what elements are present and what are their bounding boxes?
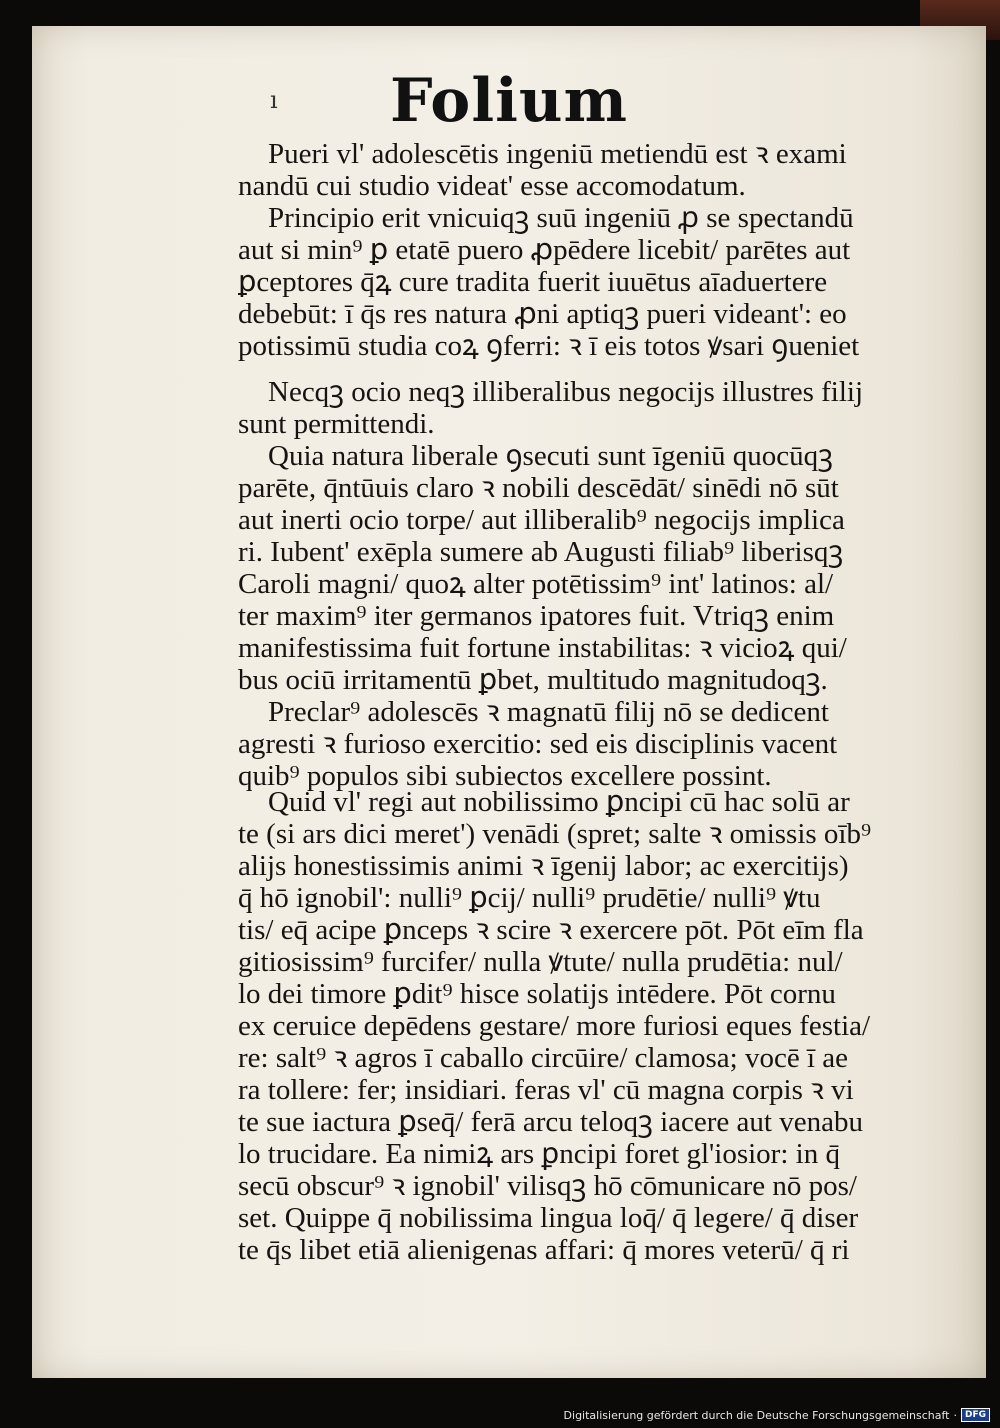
text-line: Preclar⁹ adolescēs ꝛ magnatū filij nō se dedicent (268, 696, 829, 728)
text-line: quib⁹ populos sibi subiectos excellere possint. (238, 760, 772, 792)
text-line: parēte, q̄ntūuis claro ꝛ nobili descēdāt/ sinēdi nō sūt (238, 472, 839, 504)
text-line: Caroli magni/ quoꝝ alter potētissim⁹ int' latinos: al/ (238, 568, 834, 600)
dfg-logo: DFG (961, 1408, 990, 1422)
text-line: gitiosissim⁹ furcifer/ nulla ꝟtute/ nulla prudētia: nul/ (238, 946, 843, 978)
paragraph-block (238, 376, 950, 792)
footer-credit: Digitalisierung gefördert durch die Deutsche Forschungsgemeinschaft (563, 1408, 950, 1422)
text-line: lo dei timore ꝑdit⁹ hisce solatijs intēdere. Pōt cornu (238, 978, 836, 1010)
text-line: Quid vl' regi aut nobilissimo ꝑncipi cū hac solū ar (268, 786, 850, 818)
text-line: lo trucidare. Ea nimiꝝ ars ꝑncipi foret gl'iosior: in q̄ (238, 1138, 840, 1170)
text-line: aut inerti ocio torpe/ aut illiberalib⁹ negocijs implica (238, 504, 845, 536)
text-line: Pueri vl' adolescētis ingeniū metiendū est ꝛ exami (268, 138, 847, 170)
text-line: bus ociū irritamentū ꝑbet, multitudo magnitudoqꝫ. (238, 664, 828, 696)
text-line: nandū cui studio videat' esse accomodatum. (238, 170, 746, 202)
text-line: te (si ars dici meret') venādi (spret; salte ꝛ omissis oīb⁹ (238, 818, 872, 850)
text-line: debebūt: ī q̄s res natura ꝓni aptiqꝫ pueri videant': eo (238, 298, 847, 330)
text-line: manifestissima fuit fortune instabilitas: ꝛ vicioꝝ qui/ (238, 632, 847, 664)
text-line: ri. Iubent' exēpla sumere ab Augusti filiab⁹ liberisqꝫ (238, 536, 844, 568)
text-line: ex ceruice depēdens gestare/ more furiosi eques festia/ (238, 1010, 871, 1042)
text-line: Quia natura liberale ꝯsecuti sunt īgeniū quocūqꝫ (268, 440, 833, 472)
text-line: set. Quippe q̄ nobilissima lingua loq̄/ q̄ legere/ q̄ diser (238, 1202, 859, 1234)
text-line: agresti ꝛ furioso exercitio: sed eis disciplinis vacent (238, 728, 838, 760)
text-line: aut si min⁹ ꝑ etatē puero ꝓpēdere licebit/ parētes aut (238, 234, 851, 266)
page-title: Folium (389, 66, 629, 136)
paragraph-block (238, 786, 950, 1266)
text-line: ter maxim⁹ iter germanos ipatores fuit. Vtriqꝫ enim (238, 600, 835, 632)
text-line: alijs honestissimis animi ꝛ īgenij labor; ac exercitijs) (238, 850, 849, 882)
text-line: ra tollere: fer; insidiari. feras vl' cū magna corpis ꝛ vi (238, 1074, 854, 1106)
text-line: q̄ hō ignobil': nulli⁹ ꝑcij/ nulli⁹ prudētie/ nulli⁹ ꝟtu (238, 882, 821, 914)
paragraph-block (238, 138, 950, 362)
text-line: te sue iactura ꝑseq̄/ ferā arcu teloqꝫ iacere aut venabu (238, 1106, 863, 1138)
leaf-mark: ı (270, 86, 278, 114)
text-line: secū obscur⁹ ꝛ ignobil' vilisqꝫ hō cōmunicare nō pos/ (238, 1170, 857, 1202)
footer: Digitalisierung gefördert durch die Deutsche Forschungsgemeinschaft · DFG (564, 1408, 990, 1422)
text-line: sunt permittendi. (238, 408, 435, 440)
text-line: te q̄s libet etiā alienigenas affari: q̄ mores veterū/ q̄ ri (238, 1234, 850, 1266)
text-line: re: salt⁹ ꝛ agros ī caballo circūire/ clamosa; vocē ī ae (238, 1042, 849, 1074)
text-line: tis/ eq̄ acipe ꝑnceps ꝛ scire ꝛ exercere pōt. Pōt eīm fla (238, 914, 864, 946)
text-line: Principio erit vnicuiqꝫ suū ingeniū ꝓ se spectandū (268, 202, 854, 234)
text-line: ꝑceptores q̄ꝝ cure tradita fuerit iuuētus aīaduertere (238, 266, 828, 298)
text-line: potissimū studia coꝝ ꝯferri: ꝛ ī eis totos ꝟsari ꝯueniet (238, 330, 860, 362)
text-line: Necqꝫ ocio neqꝫ illiberalibus negocijs illustres filij (268, 376, 864, 408)
